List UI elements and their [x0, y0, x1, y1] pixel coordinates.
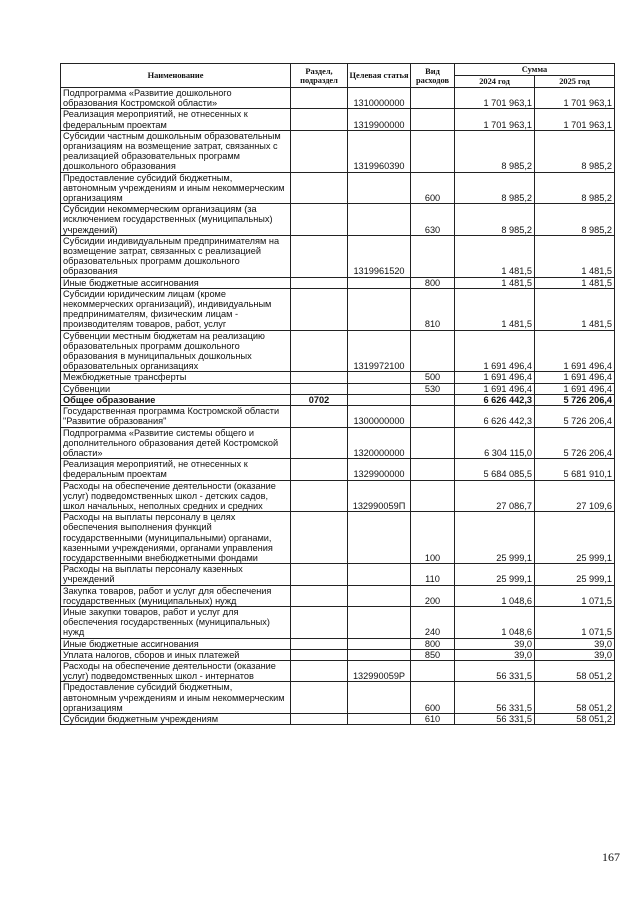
row-name: Субсидии индивидуальным предпринимателям на возмещение затрат, связанных с реализацией образовательных программ дошкольного образования [61, 235, 291, 277]
row-article [348, 606, 411, 638]
row-article [348, 585, 411, 606]
row-sum-2025: 1 481,5 [535, 277, 615, 288]
row-name: Государственная программа Костромской области "Развитие образования" [61, 406, 291, 427]
row-name: Расходы на обеспечение деятельности (оказание услуг) подведомственных школ - детских садов, школ начальных, неполных средних и средних [61, 480, 291, 512]
row-sum-2025: 25 999,1 [535, 564, 615, 585]
row-expense-type [411, 660, 455, 681]
row-expense-type: 100 [411, 512, 455, 564]
row-name: Расходы на выплаты персоналу казенных учреждений [61, 564, 291, 585]
row-sum-2024: 6 626 442,3 [455, 406, 535, 427]
row-sum-2025: 1 701 963,1 [535, 88, 615, 109]
header-2024: 2024 год [455, 76, 535, 88]
row-sum-2024: 1 691 496,4 [455, 383, 535, 394]
row-section [291, 480, 348, 512]
row-sum-2024: 56 331,5 [455, 660, 535, 681]
row-expense-type [411, 427, 455, 459]
row-sum-2024: 1 481,5 [455, 277, 535, 288]
row-section [291, 204, 348, 236]
table-row [61, 713, 615, 724]
row-section [291, 512, 348, 564]
row-sum-2024: 1 481,5 [455, 235, 535, 277]
row-expense-type [411, 235, 455, 277]
row-sum-2025: 58 051,2 [535, 682, 615, 714]
row-name: Общее образование [61, 394, 291, 405]
header-sum: Сумма [455, 64, 615, 76]
row-name: Реализация мероприятий, не отнесенных к федеральным проектам [61, 109, 291, 130]
row-expense-type: 240 [411, 606, 455, 638]
table-row [61, 512, 615, 564]
row-article: 132990059П [348, 480, 411, 512]
row-name: Уплата налогов, сборов и иных платежей [61, 649, 291, 660]
row-expense-type [411, 330, 455, 372]
row-sum-2024: 25 999,1 [455, 512, 535, 564]
table-row [61, 638, 615, 649]
row-article [348, 277, 411, 288]
row-sum-2024: 1 691 496,4 [455, 330, 535, 372]
row-sum-2025: 1 481,5 [535, 288, 615, 330]
row-section [291, 459, 348, 480]
row-section [291, 585, 348, 606]
table-row [61, 649, 615, 660]
row-article [348, 512, 411, 564]
table-row [61, 564, 615, 585]
row-expense-type: 500 [411, 372, 455, 383]
table-row [61, 480, 615, 512]
row-expense-type: 610 [411, 713, 455, 724]
row-article: 1320000000 [348, 427, 411, 459]
table-row [61, 330, 615, 372]
row-expense-type: 800 [411, 638, 455, 649]
row-expense-type [411, 88, 455, 109]
row-sum-2025: 5 726 206,4 [535, 427, 615, 459]
row-section [291, 427, 348, 459]
row-sum-2025: 58 051,2 [535, 660, 615, 681]
row-sum-2024: 5 684 085,5 [455, 459, 535, 480]
row-sum-2025: 5 681 910,1 [535, 459, 615, 480]
row-sum-2025: 1 071,5 [535, 606, 615, 638]
row-sum-2025: 5 726 206,4 [535, 406, 615, 427]
row-sum-2024: 8 985,2 [455, 204, 535, 236]
row-section [291, 288, 348, 330]
row-sum-2025: 1 691 496,4 [535, 372, 615, 383]
row-section [291, 130, 348, 172]
table-row [61, 660, 615, 681]
row-name: Субвенции местным бюджетам на реализацию образовательных программ дошкольного образования в муниципальных дошкольных образовательных организациях [61, 330, 291, 372]
row-expense-type: 850 [411, 649, 455, 660]
row-sum-2024: 1 048,6 [455, 606, 535, 638]
table-row [61, 394, 615, 405]
row-section [291, 372, 348, 383]
row-sum-2024: 6 626 442,3 [455, 394, 535, 405]
row-sum-2025: 39,0 [535, 649, 615, 660]
row-sum-2024: 25 999,1 [455, 564, 535, 585]
row-expense-type: 530 [411, 383, 455, 394]
row-section [291, 88, 348, 109]
row-article [348, 713, 411, 724]
row-name: Закупка товаров, работ и услуг для обеспечения государственных (муниципальных) нужд [61, 585, 291, 606]
row-sum-2025: 1 701 963,1 [535, 109, 615, 130]
row-name: Иные бюджетные ассигнования [61, 277, 291, 288]
table-row [61, 585, 615, 606]
row-section [291, 606, 348, 638]
row-name: Субсидии частным дошкольным образовательным организациям на возмещение затрат, связанных с реализацией образовательных программ дошкольного образования [61, 130, 291, 172]
budget-table [60, 63, 615, 725]
table-row [61, 372, 615, 383]
row-expense-type [411, 480, 455, 512]
row-article [348, 638, 411, 649]
row-sum-2025: 39,0 [535, 638, 615, 649]
table-row [61, 406, 615, 427]
row-article: 1319972100 [348, 330, 411, 372]
row-article [348, 288, 411, 330]
row-sum-2025: 1 691 496,4 [535, 330, 615, 372]
row-expense-type: 600 [411, 682, 455, 714]
row-expense-type [411, 109, 455, 130]
row-sum-2025: 8 985,2 [535, 204, 615, 236]
row-expense-type [411, 406, 455, 427]
row-sum-2025: 58 051,2 [535, 713, 615, 724]
header-2025: 2025 год [535, 76, 615, 88]
row-expense-type: 110 [411, 564, 455, 585]
row-section [291, 383, 348, 394]
row-article [348, 394, 411, 405]
row-sum-2024: 39,0 [455, 638, 535, 649]
header-article: Целевая статья [348, 64, 411, 88]
row-section [291, 235, 348, 277]
row-sum-2025: 5 726 206,4 [535, 394, 615, 405]
row-name: Иные бюджетные ассигнования [61, 638, 291, 649]
row-sum-2024: 39,0 [455, 649, 535, 660]
row-article: 1329900000 [348, 459, 411, 480]
row-sum-2024: 1 701 963,1 [455, 109, 535, 130]
row-expense-type: 200 [411, 585, 455, 606]
row-article [348, 172, 411, 204]
row-article: 132990059Р [348, 660, 411, 681]
row-sum-2025: 25 999,1 [535, 512, 615, 564]
row-section [291, 277, 348, 288]
row-name: Подпрограмма «Развитие системы общего и дополнительного образования детей Костромской области» [61, 427, 291, 459]
row-expense-type [411, 130, 455, 172]
row-article [348, 383, 411, 394]
row-name: Межбюджетные трансферты [61, 372, 291, 383]
row-article: 1319961520 [348, 235, 411, 277]
row-section: 0702 [291, 394, 348, 405]
row-name: Предоставление субсидий бюджетным, автономным учреждениям и иным некоммерческим организациям [61, 682, 291, 714]
row-expense-type: 600 [411, 172, 455, 204]
row-sum-2025: 1 691 496,4 [535, 383, 615, 394]
row-section [291, 109, 348, 130]
row-article: 1310000000 [348, 88, 411, 109]
row-article: 1319960390 [348, 130, 411, 172]
row-article [348, 682, 411, 714]
row-name: Расходы на обеспечение деятельности (оказание услуг) подведомственных школ - интернатов [61, 660, 291, 681]
row-name: Субсидии бюджетным учреждениям [61, 713, 291, 724]
row-sum-2024: 8 985,2 [455, 172, 535, 204]
table-body [61, 88, 615, 725]
table-row [61, 204, 615, 236]
row-article [348, 564, 411, 585]
row-expense-type [411, 394, 455, 405]
row-section [291, 638, 348, 649]
row-name: Иные закупки товаров, работ и услуг для обеспечения государственных (муниципальных) нужд [61, 606, 291, 638]
table-row [61, 288, 615, 330]
row-sum-2024: 56 331,5 [455, 713, 535, 724]
row-article [348, 204, 411, 236]
row-article [348, 372, 411, 383]
header-name: Наименование [61, 64, 291, 88]
table-row [61, 277, 615, 288]
row-section [291, 682, 348, 714]
row-expense-type: 800 [411, 277, 455, 288]
row-name: Предоставление субсидий бюджетным, автономным учреждениям и иным некоммерческим организациям [61, 172, 291, 204]
row-section [291, 649, 348, 660]
page-number: 167 [602, 850, 620, 864]
table-row [61, 427, 615, 459]
header-section: Раздел, подраздел [291, 64, 348, 88]
row-sum-2024: 56 331,5 [455, 682, 535, 714]
row-name: Субсидии юридическим лицам (кроме некоммерческих организаций), индивидуальным предпринимателям, физическим лицам - производителям товаров, работ, услуг [61, 288, 291, 330]
row-sum-2024: 1 691 496,4 [455, 372, 535, 383]
row-sum-2024: 8 985,2 [455, 130, 535, 172]
row-article [348, 649, 411, 660]
row-sum-2024: 1 048,6 [455, 585, 535, 606]
row-sum-2025: 8 985,2 [535, 130, 615, 172]
table-row [61, 109, 615, 130]
row-expense-type [411, 459, 455, 480]
table-row [61, 88, 615, 109]
row-name: Субвенции [61, 383, 291, 394]
table-row [61, 235, 615, 277]
row-article: 1300000000 [348, 406, 411, 427]
table-row [61, 383, 615, 394]
row-sum-2024: 1 701 963,1 [455, 88, 535, 109]
row-sum-2024: 27 086,7 [455, 480, 535, 512]
row-name: Подпрограмма «Развитие дошкольного образования Костромской области» [61, 88, 291, 109]
row-section [291, 406, 348, 427]
row-name: Расходы на выплаты персоналу в целях обеспечения выполнения функций государственными (муниципальными) органами, казенными учреждениями, органами управления государственными внебюджетными фондами [61, 512, 291, 564]
row-section [291, 330, 348, 372]
row-name: Субсидии некоммерческим организациям (за исключением государственных (муниципальных) учреждений) [61, 204, 291, 236]
table-row [61, 130, 615, 172]
table-row [61, 682, 615, 714]
row-sum-2024: 1 481,5 [455, 288, 535, 330]
header-expense: Вид расходов [411, 64, 455, 88]
table-row [61, 459, 615, 480]
row-expense-type: 810 [411, 288, 455, 330]
row-expense-type: 630 [411, 204, 455, 236]
table-row [61, 606, 615, 638]
row-name: Реализация мероприятий, не отнесенных к федеральным проектам [61, 459, 291, 480]
row-sum-2025: 8 985,2 [535, 172, 615, 204]
row-section [291, 564, 348, 585]
row-section [291, 713, 348, 724]
row-sum-2025: 1 481,5 [535, 235, 615, 277]
row-sum-2025: 27 109,6 [535, 480, 615, 512]
row-sum-2024: 6 304 115,0 [455, 427, 535, 459]
row-sum-2025: 1 071,5 [535, 585, 615, 606]
table-header-row [61, 64, 615, 76]
row-section [291, 172, 348, 204]
row-section [291, 660, 348, 681]
row-article: 1319900000 [348, 109, 411, 130]
table-row [61, 172, 615, 204]
